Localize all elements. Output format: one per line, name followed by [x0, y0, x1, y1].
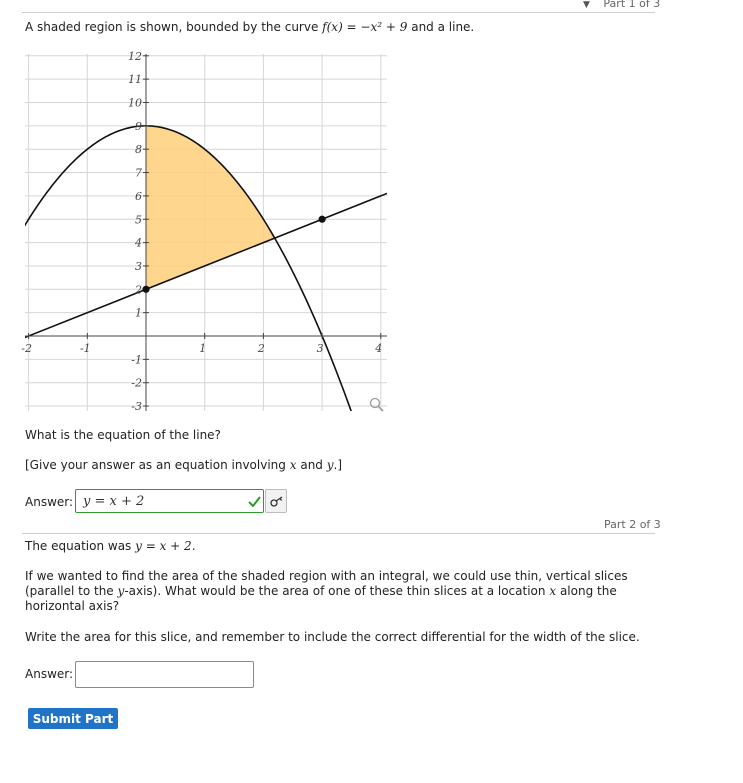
part2-instruction: Write the area for this slice, and remember to include the correct differential for the width of the slice. [25, 630, 640, 644]
y-tick-label: 7 [135, 166, 142, 180]
caret-down-icon: ▼ [583, 0, 590, 10]
y-tick-label: 6 [135, 189, 142, 203]
x-tick-label: -1 [79, 342, 91, 355]
check-icon [248, 496, 261, 507]
x-tick-label: 2 [257, 342, 265, 355]
graph [0, 40, 400, 420]
prompt-suffix: and a line. [411, 20, 475, 34]
part1-answer-value: y = x + 2 [83, 494, 145, 509]
y-tick-label: 8 [135, 143, 142, 157]
x-tick-label: 3 [316, 342, 324, 355]
para1-line3: horizontal axis? [25, 599, 120, 613]
part2-paragraph [25, 569, 665, 614]
part2-answer-label: Answer: [25, 667, 74, 681]
recap-text: The equation was [25, 539, 132, 553]
y-tick-label: 11 [128, 73, 142, 87]
part2-recap [25, 539, 196, 554]
y-tick-label: -3 [131, 400, 142, 414]
point-0-2 [142, 286, 149, 293]
y-tick-label: 1 [135, 306, 142, 320]
part1-question: What is the equation of the line? [25, 428, 221, 442]
recap-equation: y = x + 2. [135, 539, 196, 553]
y-tick-label: 2 [135, 283, 142, 297]
submit-part-button[interactable]: Submit Part [28, 708, 118, 729]
key-button[interactable] [265, 489, 287, 513]
prompt-text: A shaded region is shown, bounded by the curve [25, 20, 319, 34]
y-tick-label: -2 [131, 376, 142, 390]
part1-collapse[interactable] [583, 0, 660, 10]
x-tick-label: -2 [21, 342, 32, 355]
instruction-text: [Give your answer as an equation involving [25, 458, 286, 472]
para1-line2 [25, 584, 665, 599]
part1-label: Part 1 of 3 [603, 0, 661, 10]
para1-line1: If we wanted to find the area of the shaded region with an integral, we could use thin, vertical slices [25, 569, 628, 583]
part2-answer-input[interactable] [75, 661, 254, 688]
key-icon [270, 496, 284, 508]
point-3-5 [319, 216, 326, 223]
y-tick-label: 10 [128, 96, 142, 110]
y-tick-label: 3 [135, 259, 142, 273]
instruction-and: and [300, 458, 323, 472]
y-tick-label: 12 [128, 49, 142, 63]
part1-divider [22, 12, 655, 13]
para1-line2-x: x [549, 584, 557, 598]
para1-line2-y: y [117, 584, 125, 598]
part2-divider [22, 533, 655, 534]
para1-line2-c: along the [559, 584, 617, 598]
part2-label: Part 2 of 3 [604, 518, 661, 531]
part1-answer-label: Answer: [25, 495, 74, 509]
para1-line2-b: -axis). What would be the area of one of these thin slices at a location [124, 584, 546, 598]
instruction-suffix: .] [333, 458, 343, 472]
y-tick-label: 5 [135, 213, 142, 227]
instruction-y: y [326, 458, 334, 472]
y-tick-label: -1 [131, 353, 142, 367]
y-tick-label: 4 [135, 236, 142, 250]
instruction-x: x [289, 458, 297, 472]
y-tick-label: 9 [135, 119, 142, 133]
prompt-function: f(x) = −x² + 9 [322, 20, 408, 34]
part1-answer-input[interactable] [75, 489, 264, 513]
x-tick-label: 4 [375, 342, 383, 355]
part1-prompt [25, 20, 474, 35]
part1-instruction [25, 458, 342, 473]
x-tick-label: 1 [199, 342, 207, 355]
para1-line2-a: (parallel to the [25, 584, 114, 598]
